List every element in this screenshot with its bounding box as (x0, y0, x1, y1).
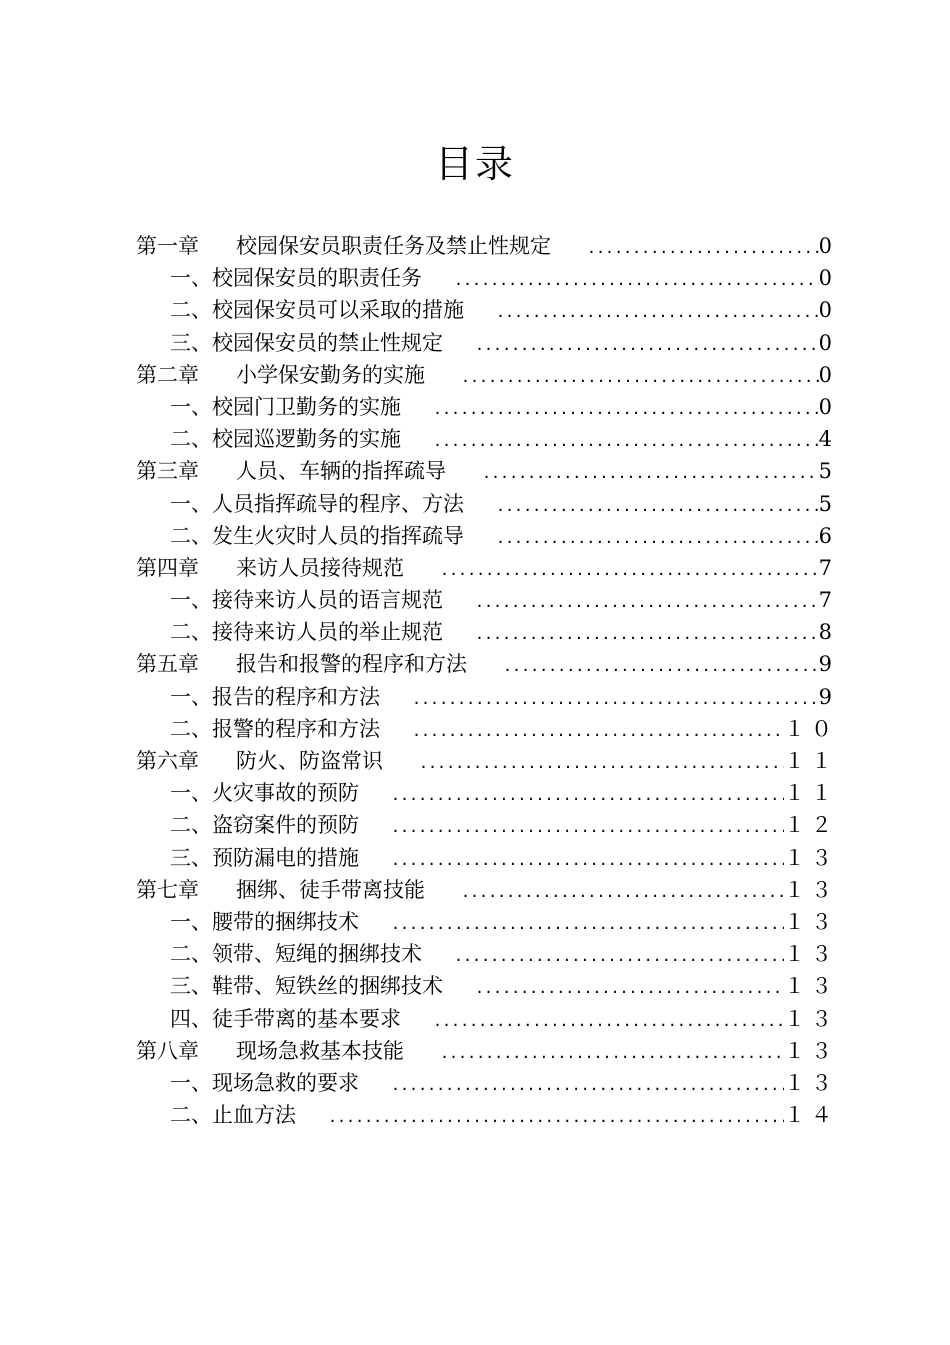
toc-dot-leader (412, 715, 784, 747)
toc-entry-label (170, 327, 443, 359)
toc-section-entry[interactable] (136, 681, 838, 713)
toc-entry-title: 领带、短绳的捆绑技术 (212, 942, 422, 967)
toc-entry-number: 二、 (170, 427, 212, 452)
toc-page-number: １２ (784, 813, 838, 838)
toc-page-number: 9 (818, 652, 838, 677)
toc-page-number: １３ (784, 877, 838, 902)
toc-entry-number: 一、 (170, 781, 212, 806)
toc-entry-label (136, 745, 383, 777)
toc-section-entry[interactable] (136, 423, 838, 455)
toc-dot-leader (475, 586, 819, 618)
toc-chapter-entry[interactable] (136, 230, 838, 262)
toc-entry-title: 止血方法 (212, 1103, 296, 1128)
toc-chapter-entry[interactable] (136, 552, 838, 584)
toc-section-entry[interactable] (136, 938, 838, 970)
toc-page-number: 0 (818, 394, 838, 419)
toc-entry-label (170, 520, 464, 552)
toc-entry-label (170, 938, 422, 970)
toc-section-entry[interactable] (136, 327, 838, 359)
toc-entry-label (136, 455, 446, 487)
toc-entry-number: 二、 (170, 298, 212, 323)
toc-page-number: １０ (784, 716, 838, 741)
toc-dot-leader (391, 1069, 784, 1101)
toc-dot-leader (475, 618, 819, 650)
toc-section-entry[interactable] (136, 1099, 838, 1131)
toc-section-entry[interactable] (136, 262, 838, 294)
toc-entry-number: 第四章 (136, 555, 199, 580)
toc-page-number: 4 (818, 427, 838, 452)
toc-entry-label (170, 488, 464, 520)
toc-section-entry[interactable] (136, 294, 838, 326)
toc-entry-label (170, 294, 464, 326)
toc-page-number: １４ (784, 1103, 838, 1128)
toc-dot-leader (433, 393, 819, 425)
toc-dot-leader (482, 457, 819, 489)
toc-entry-label (170, 262, 422, 294)
toc-page-number: １３ (784, 1006, 838, 1031)
table-of-contents (136, 230, 838, 1131)
toc-entry-title: 人员、车辆的指挥疏导 (236, 459, 446, 484)
toc-page-number: 7 (818, 555, 838, 580)
toc-entry-label (170, 809, 359, 841)
toc-section-entry[interactable] (136, 809, 838, 841)
toc-entry-title: 捆绑、徒手带离技能 (236, 877, 425, 902)
toc-entry-number: 一、 (170, 588, 212, 613)
toc-chapter-entry[interactable] (136, 648, 838, 680)
toc-entry-number: 三、 (170, 845, 212, 870)
toc-chapter-entry[interactable] (136, 455, 838, 487)
toc-entry-label (136, 359, 425, 391)
toc-entry-title: 报告的程序和方法 (212, 684, 380, 709)
toc-entry-title: 来访人员接待规范 (236, 555, 404, 580)
toc-entry-label (170, 1099, 296, 1131)
toc-entry-label (136, 552, 404, 584)
toc-page-number: 5 (818, 491, 838, 516)
toc-section-entry[interactable] (136, 584, 838, 616)
toc-entry-number: 二、 (170, 1103, 212, 1128)
toc-entry-label (170, 842, 359, 874)
toc-dot-leader (496, 522, 819, 554)
toc-section-entry[interactable] (136, 1067, 838, 1099)
toc-entry-number: 二、 (170, 942, 212, 967)
toc-dot-leader (475, 972, 784, 1004)
toc-page-number: １３ (784, 974, 838, 999)
toc-page-number: １１ (784, 749, 838, 773)
toc-dot-leader (328, 1101, 784, 1133)
toc-entry-number: 第八章 (136, 1038, 199, 1063)
toc-entry-title: 校园巡逻勤务的实施 (212, 427, 401, 452)
toc-chapter-entry[interactable] (136, 874, 838, 906)
toc-dot-leader (503, 650, 819, 682)
toc-entry-title: 发生火灾时人员的指挥疏导 (212, 523, 464, 548)
toc-chapter-entry[interactable] (136, 1035, 838, 1067)
toc-page-number: １１ (784, 781, 838, 806)
toc-entry-number: 第一章 (136, 234, 199, 258)
toc-dot-leader (419, 747, 784, 779)
toc-chapter-entry[interactable] (136, 359, 838, 391)
toc-entry-number: 第七章 (136, 877, 199, 902)
toc-entry-title: 防火、防盗常识 (236, 749, 383, 773)
toc-entry-number: 二、 (170, 813, 212, 838)
toc-dot-leader (496, 490, 819, 522)
toc-entry-label (170, 1067, 359, 1099)
toc-dot-leader (391, 908, 784, 940)
toc-entry-number: 一、 (170, 909, 212, 934)
toc-entry-number: 第三章 (136, 459, 199, 484)
toc-entry-title: 火灾事故的预防 (212, 781, 359, 806)
toc-entry-title: 现场急救的要求 (212, 1070, 359, 1095)
toc-entry-title: 校园保安员可以采取的措施 (212, 298, 464, 323)
toc-entry-number: 一、 (170, 1070, 212, 1095)
toc-entry-label (170, 681, 380, 713)
toc-section-entry[interactable] (136, 488, 838, 520)
toc-entry-title: 现场急救基本技能 (236, 1038, 404, 1063)
toc-entry-title: 校园保安员的职责任务 (212, 266, 422, 291)
toc-entry-label (136, 230, 551, 262)
toc-entry-title: 报警的程序和方法 (212, 716, 380, 741)
toc-entry-label (170, 970, 443, 1002)
toc-dot-leader (433, 1005, 784, 1037)
toc-dot-leader (433, 425, 819, 457)
toc-chapter-entry[interactable] (136, 745, 838, 777)
toc-section-entry[interactable] (136, 777, 838, 809)
toc-dot-leader (587, 232, 819, 264)
toc-entry-title: 接待来访人员的语言规范 (212, 588, 443, 613)
toc-entry-title: 校园门卫勤务的实施 (212, 394, 401, 419)
toc-entry-number: 第二章 (136, 362, 199, 387)
toc-page-number: １３ (784, 909, 838, 934)
toc-page-number: 0 (818, 234, 838, 258)
toc-page-number: 0 (818, 266, 838, 291)
toc-dot-leader (391, 844, 784, 876)
toc-entry-title: 盗窃案件的预防 (212, 813, 359, 838)
toc-entry-title: 报告和报警的程序和方法 (236, 652, 467, 677)
toc-entry-label (136, 648, 467, 680)
toc-page-number: １３ (784, 845, 838, 870)
toc-entry-label (170, 616, 443, 648)
toc-page-number: 0 (818, 330, 838, 355)
toc-dot-leader (391, 811, 784, 843)
toc-entry-label (136, 1035, 404, 1067)
toc-page-number: 9 (818, 684, 838, 709)
toc-entry-title: 徒手带离的基本要求 (212, 1006, 401, 1031)
toc-entry-number: 第六章 (136, 749, 199, 773)
page-title: 目录 (434, 142, 515, 186)
toc-section-entry[interactable] (136, 616, 838, 648)
toc-entry-number: 二、 (170, 716, 212, 741)
toc-entry-number: 一、 (170, 266, 212, 291)
toc-entry-title: 鞋带、短铁丝的捆绑技术 (212, 974, 443, 999)
toc-dot-leader (412, 683, 819, 715)
toc-dot-leader (461, 361, 819, 393)
toc-entry-label (170, 1003, 401, 1035)
toc-entry-title: 小学保安勤务的实施 (236, 362, 425, 387)
toc-dot-leader (440, 1037, 784, 1069)
toc-entry-number: 第五章 (136, 652, 199, 677)
toc-section-entry[interactable] (136, 906, 838, 938)
toc-section-entry[interactable] (136, 842, 838, 874)
toc-dot-leader (454, 264, 819, 296)
toc-entry-number: 二、 (170, 620, 212, 645)
toc-entry-label (170, 906, 359, 938)
toc-section-entry[interactable] (136, 970, 838, 1002)
toc-page-number: 8 (818, 620, 838, 645)
toc-entry-label (170, 423, 401, 455)
toc-dot-leader (454, 940, 784, 972)
toc-page-number: １３ (784, 1070, 838, 1095)
toc-page-number: 6 (818, 523, 838, 548)
toc-section-entry[interactable] (136, 520, 838, 552)
toc-page-number: 7 (818, 588, 838, 613)
toc-entry-label (136, 874, 425, 906)
toc-dot-leader (391, 779, 784, 811)
toc-entry-label (170, 391, 401, 423)
toc-page-number: 0 (818, 298, 838, 323)
toc-entry-label (170, 777, 359, 809)
toc-dot-leader (461, 876, 784, 908)
toc-dot-leader (496, 296, 819, 328)
toc-entry-number: 一、 (170, 684, 212, 709)
toc-entry-label (170, 713, 380, 745)
toc-entry-number: 二、 (170, 523, 212, 548)
toc-entry-title: 校园保安员职责任务及禁止性规定 (236, 234, 551, 258)
toc-section-entry[interactable] (136, 1003, 838, 1035)
toc-entry-title: 预防漏电的措施 (212, 845, 359, 870)
toc-entry-number: 三、 (170, 974, 212, 999)
toc-entry-title: 人员指挥疏导的程序、方法 (212, 491, 464, 516)
toc-entry-title: 腰带的捆绑技术 (212, 909, 359, 934)
toc-dot-leader (475, 329, 819, 361)
toc-entry-label (170, 584, 443, 616)
toc-page-number: １３ (784, 1038, 838, 1063)
toc-entry-title: 接待来访人员的举止规范 (212, 620, 443, 645)
toc-dot-leader (440, 554, 819, 586)
toc-entry-number: 四、 (170, 1006, 212, 1031)
toc-entry-title: 校园保安员的禁止性规定 (212, 330, 443, 355)
toc-entry-number: 三、 (170, 330, 212, 355)
toc-section-entry[interactable] (136, 713, 838, 745)
toc-page-number: 0 (818, 362, 838, 387)
toc-entry-number: 一、 (170, 394, 212, 419)
toc-page-number: 5 (818, 459, 838, 484)
toc-page-number: １３ (784, 942, 838, 967)
toc-section-entry[interactable] (136, 391, 838, 423)
toc-entry-number: 一、 (170, 491, 212, 516)
